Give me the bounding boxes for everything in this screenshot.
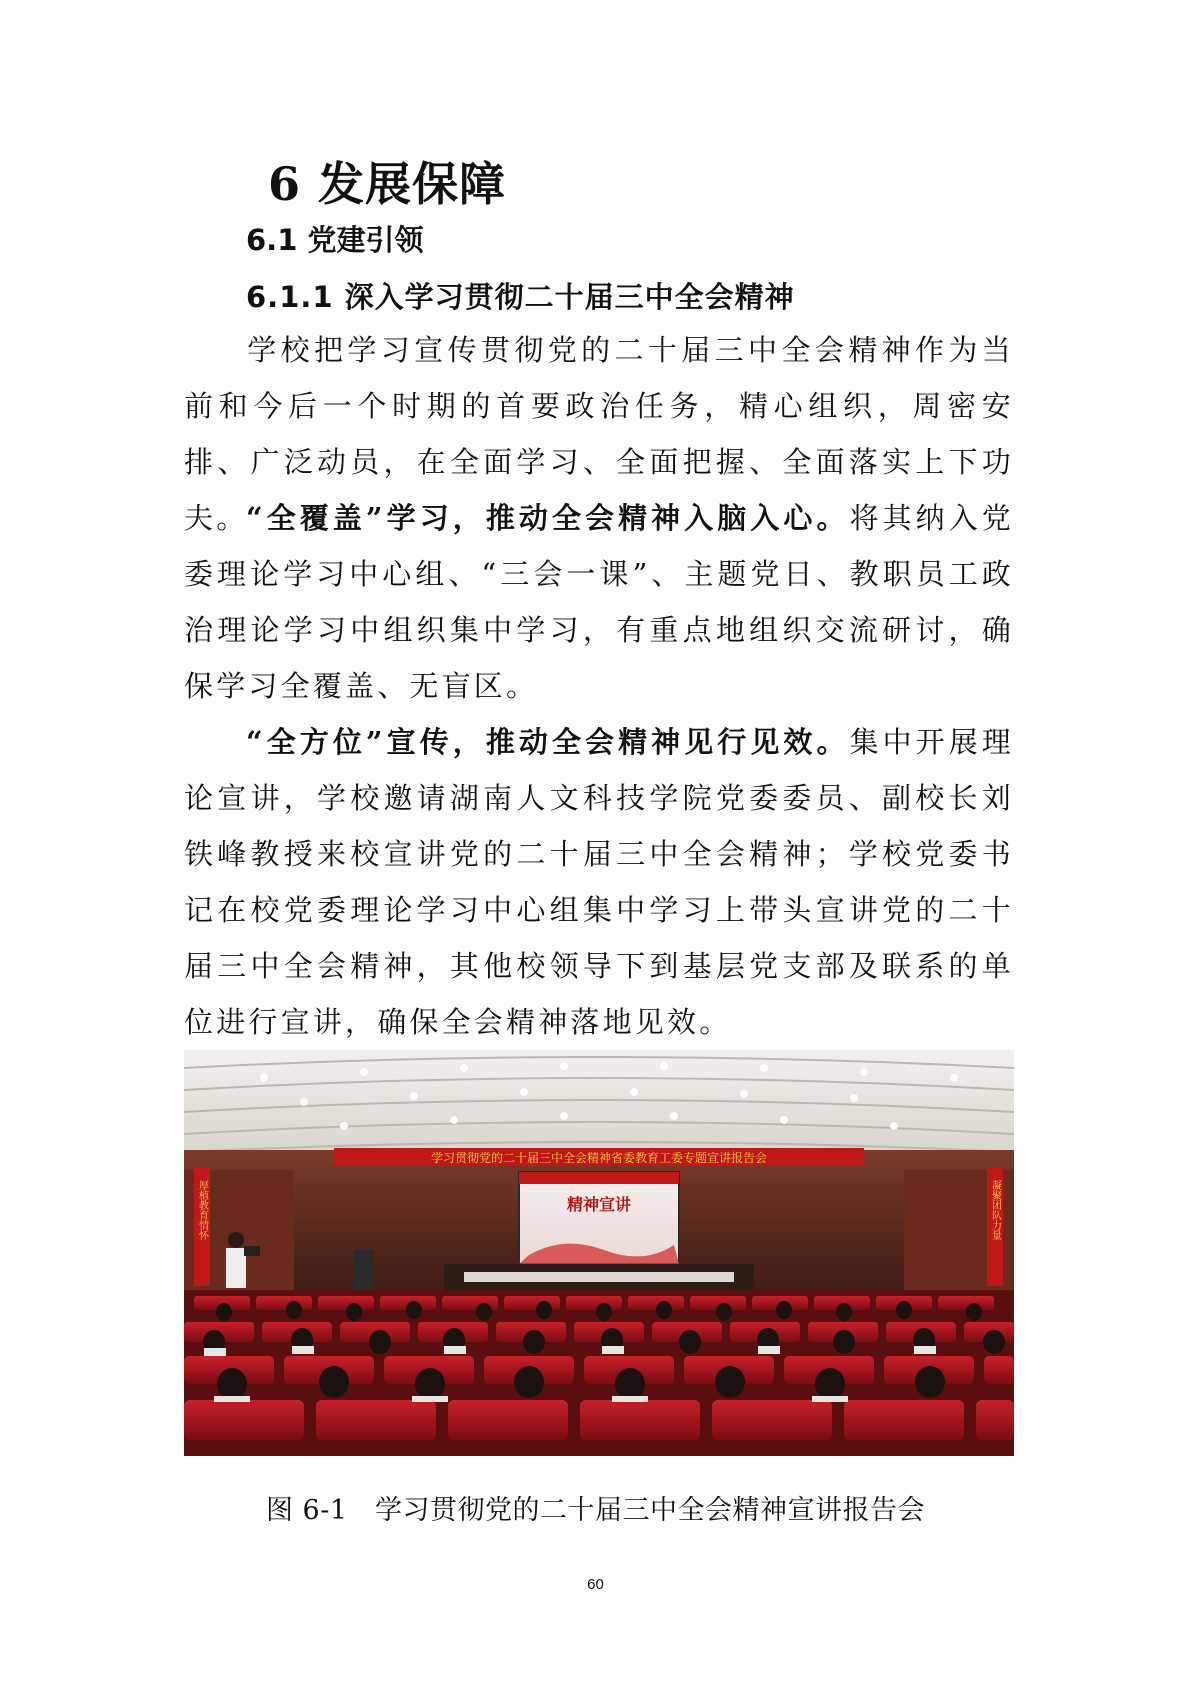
podium-table: [464, 1272, 734, 1282]
camera: [244, 1246, 260, 1256]
right-column-text: 凝聚团队力量: [989, 1180, 1001, 1240]
paragraph-2-lead: “全覆盖”学习，推动全会精神入脑入心。: [246, 501, 850, 535]
lecture-hall-photo: [184, 1050, 1014, 1456]
podium: [354, 1250, 374, 1290]
left-column-text: 厚植教育情怀: [196, 1180, 208, 1240]
chapter-title: 6 发展保障: [268, 157, 507, 211]
screen-title: 精神宣讲: [566, 1195, 632, 1214]
banner-text: 学习贯彻党的二十届三中全会精神省委教育工委专题宣讲报告会: [430, 1151, 768, 1165]
camera-operator-head: [228, 1232, 244, 1248]
paragraph-3-text: 集中开展理论宣讲，学校邀请湖南人文科技学院党委委员、副校长刘铁峰教授来校宣讲党的二十届三中全会精神；学校党委书记在校党委理论学习中心组集中学习上带头宣讲党的二十届三中全会精神，其他校领导下到基层党支部及联系的单位进行宣讲，确保全会精神落地见效。: [184, 725, 1014, 1039]
paragraph-3-lead: “全方位”宣传，推动全会精神见行见效。: [246, 725, 850, 759]
section-title: 6.1 党建引领: [246, 223, 424, 257]
lecture-hall-illustration: [184, 1050, 1014, 1456]
page-number: 60: [587, 1576, 604, 1593]
camera-operator: [226, 1248, 246, 1288]
figure-caption: 图 6-1 学习贯彻党的二十届三中全会精神宣讲报告会: [265, 1495, 926, 1526]
subsection-title: 6.1.1 深入学习贯彻二十届三中全会精神: [246, 280, 795, 314]
screen-header: [519, 1172, 679, 1184]
paragraph-2-text: 将其纳入党委理论学习中心组、“三会一课”、主题党日、教职员工政治理论学习中组织集中学习，有重点地组织交流研讨，确保学习全覆盖、无盲区。: [184, 501, 1014, 703]
paragraph-2: [184, 490, 1014, 714]
audience-seating: [184, 1290, 1014, 1456]
paragraph-3: [184, 714, 1014, 1050]
paragraph-1-text: 学校把学习宣传贯彻党的二十届三中全会精神作为当前和今后一个时期的首要政治任务，精心组织，周密安排、广泛动员，在全面学习、全面把握、全面落实上下功夫。: [184, 333, 1014, 535]
